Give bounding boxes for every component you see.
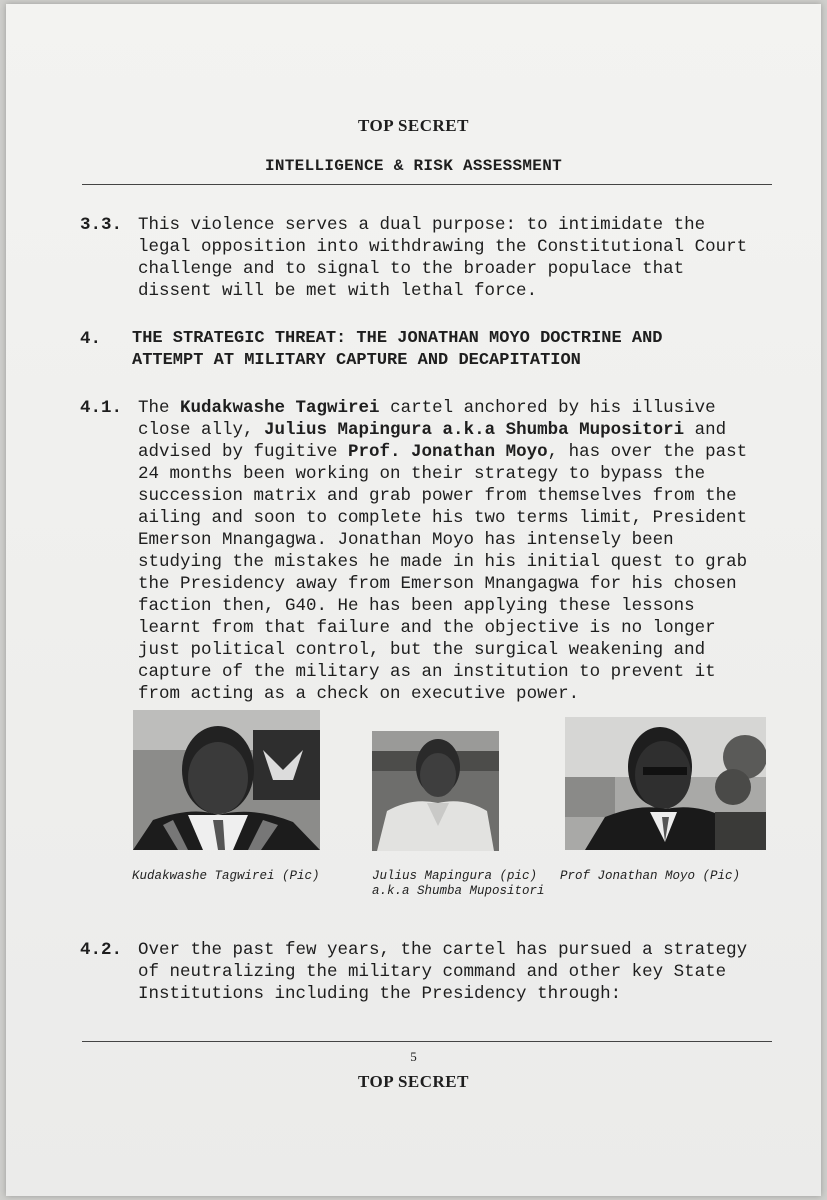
section-4-heading — [132, 328, 663, 372]
text-line: legal opposition into withdrawing the Constitutional Court — [138, 237, 748, 257]
section-3-3-number: 3.3. — [80, 215, 123, 235]
portrait-image — [133, 710, 320, 850]
section-4-1-number: 4.1. — [80, 398, 123, 418]
caption-line: Julius Mapingura (pic) — [372, 869, 538, 883]
text-run: , has over the past — [547, 442, 748, 462]
text-line: dissent will be met with lethal force. — [138, 281, 538, 301]
section-4-2-number: 4.2. — [80, 940, 123, 960]
text-line: challenge and to signal to the broader populace that — [138, 259, 685, 279]
text-line — [138, 441, 747, 463]
caption-moyo — [560, 869, 740, 884]
classification-header: TOP SECRET — [358, 116, 469, 135]
text-run: close ally, — [138, 420, 265, 440]
caption-line: a.k.a Shumba Mupositori — [372, 884, 545, 898]
section-3-3-text — [138, 214, 747, 302]
text-line: faction then, G40. He has been applying these lessons — [138, 596, 695, 616]
text-line: learnt from that failure and the objective is no longer — [138, 618, 716, 638]
text-line: from acting as a check on executive power. — [138, 684, 580, 704]
page-number: 5 — [410, 1049, 417, 1064]
text-line: of neutralizing the military command and other key State — [138, 962, 727, 982]
text-line: studying the mistakes he made in his initial quest to grab — [138, 552, 748, 572]
section-4-number: 4. — [80, 329, 102, 349]
document-subtitle: INTELLIGENCE & RISK ASSESSMENT — [264, 157, 563, 175]
heading-line: ATTEMPT AT MILITARY CAPTURE AND DECAPITATION — [132, 351, 581, 370]
text-line: ailing and soon to complete his two terms limit, President — [138, 508, 748, 528]
photo-moyo — [565, 717, 766, 850]
text-run: advised by fugitive — [138, 442, 349, 462]
text-line: succession matrix and grab power from themselves from the — [138, 486, 737, 506]
text-line: just political control, but the surgical weakening and — [138, 640, 706, 660]
header-rule — [82, 184, 772, 185]
text-line: Emerson Mnangagwa. Jonathan Moyo has intensely been — [138, 530, 674, 550]
text-line — [138, 397, 747, 419]
text-line: 24 months been working on their strategy to bypass the — [138, 464, 706, 484]
text-run: and — [684, 420, 727, 440]
caption-line: Kudakwashe Tagwirei (Pic) — [132, 869, 320, 883]
portrait-image — [565, 717, 766, 850]
footer-rule — [82, 1041, 772, 1042]
text-line — [138, 419, 747, 441]
photo-mapingura — [372, 731, 499, 851]
text-line: the Presidency away from Emerson Mnangagwa for his chosen — [138, 574, 737, 594]
classification-footer: TOP SECRET — [358, 1072, 469, 1091]
text-line: This violence serves a dual purpose: to intimidate the — [138, 215, 706, 235]
text-line: Over the past few years, the cartel has pursued a strategy — [138, 940, 748, 960]
text-line: Institutions including the Presidency through: — [138, 984, 622, 1004]
caption-mapingura — [372, 869, 545, 899]
document-page — [6, 4, 821, 1196]
caption-tagwirei — [132, 869, 320, 884]
section-4-2-text — [138, 939, 747, 1005]
section-4-1-text — [138, 397, 747, 705]
text-run: cartel anchored by his illusive — [379, 398, 716, 418]
bold-name: Kudakwashe Tagwirei — [180, 398, 380, 418]
bold-name: Prof. Jonathan Moyo — [348, 442, 548, 462]
text-line: capture of the military as an institution to prevent it — [138, 662, 716, 682]
portrait-image — [372, 731, 499, 851]
caption-line: Prof Jonathan Moyo (Pic) — [560, 869, 741, 883]
heading-line: THE STRATEGIC THREAT: THE JONATHAN MOYO DOCTRINE AND — [132, 329, 663, 348]
bold-name: Julius Mapingura a.k.a Shumba Mupositori — [264, 420, 685, 440]
text-run: The — [138, 398, 181, 418]
photo-tagwirei — [133, 710, 320, 850]
